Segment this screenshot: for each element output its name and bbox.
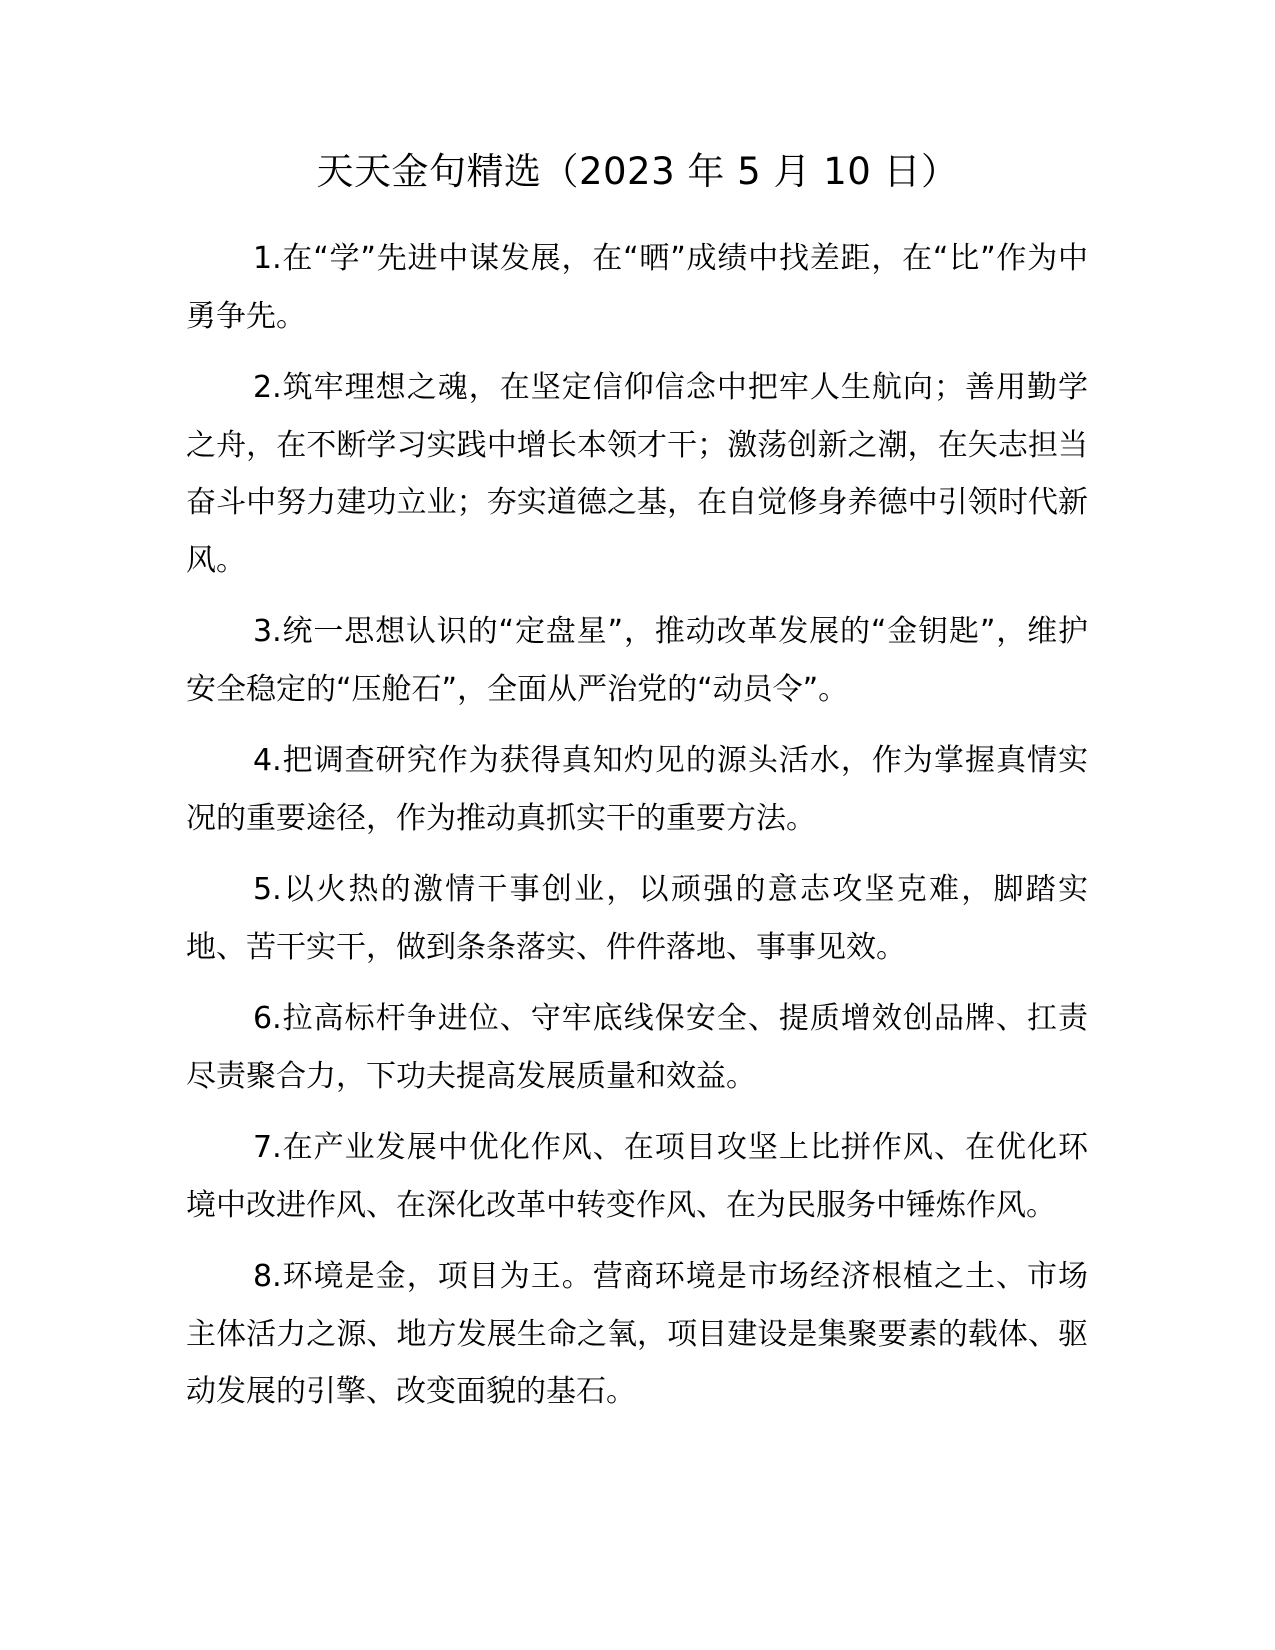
quote-paragraph-1: 1.在“学”先进中谋发展，在“晒”成绩中找差距，在“比”作为中勇争先。 — [186, 241, 1088, 334]
quote-paragraph-2: 2.筑牢理想之魂，在坚定信仰信念中把牢人生航向；善用勤学之舟，在不断学习实践中增长本领才干；激荡创新之潮，在矢志担当奋斗中努力建功立业；夯实道德之基，在自觉修身养德中引领时代新风。 — [186, 370, 1088, 578]
quote-paragraph-7: 7.在产业发展中优化作风、在项目攻坚上比拼作风、在优化环境中改进作风、在深化改革中转变作风、在为民服务中锤炼作风。 — [186, 1130, 1088, 1223]
quote-paragraph-8: 8.环境是金，项目为王。营商环境是市场经济根植之土、市场主体活力之源、地方发展生命之氧，项目建设是集聚要素的载体、驱动发展的引擎、改变面貌的基石。 — [186, 1259, 1088, 1409]
quote-paragraph-6: 6.拉高标杆争进位、守牢底线保安全、提质增效创品牌、扛责尽责聚合力，下功夫提高发展质量和效益。 — [186, 1001, 1088, 1094]
document-body — [186, 230, 1088, 1435]
quote-paragraph-4: 4.把调查研究作为获得真知灼见的源头活水，作为掌握真情实况的重要途径，作为推动真抓实干的重要方法。 — [186, 743, 1088, 836]
quote-paragraph-3: 3.统一思想认识的“定盘星”，推动改革发展的“金钥匙”，维护安全稳定的“压舱石”，全面从严治党的“动员令”。 — [186, 614, 1088, 707]
quote-paragraph-5: 5.以火热的激情干事创业，以顽强的意志攻坚克难，脚踏实地、苦干实干，做到条条落实、件件落地、事事见效。 — [186, 872, 1088, 965]
page-title: 天天金句精选（2023 年 5 月 10 日） — [316, 150, 959, 193]
